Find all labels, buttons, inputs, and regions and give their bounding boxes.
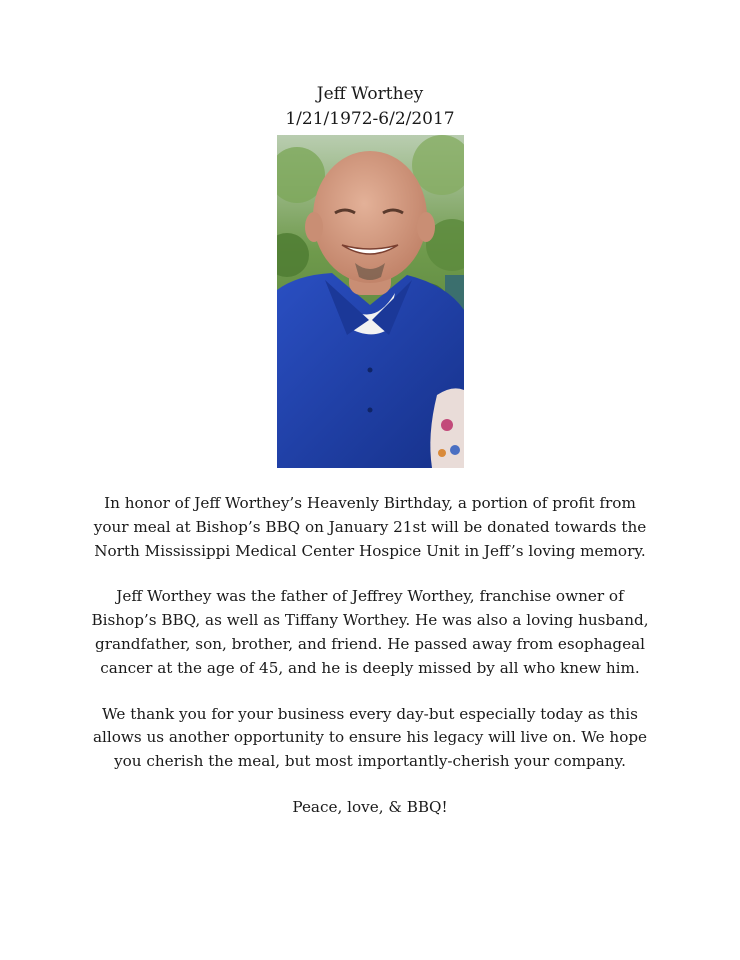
memorial-name: Jeff Worthey [316,84,424,104]
paragraph-line: cancer at the age of 45, and he is deeply missed by all who knew him. [100,658,640,677]
paragraph-line: In honor of Jeff Worthey’s Heavenly Birthday, a portion of profit from [104,494,636,512]
paragraph-line: grandfather, son, brother, and friend. He passed away from esophageal [94,634,646,653]
paragraph-line: your meal at Bishop’s BBQ on January 21st will be donated towards the [93,517,647,536]
paragraph-donation [60,492,680,563]
paragraph-biography [60,585,680,680]
paragraph-line: Jeff Worthey was the father of Jeffrey Worthey, franchise owner of [116,587,624,606]
paragraph-thanks [60,703,680,774]
paragraph-line: you cherish the meal, but most importantly-cherish your company. [114,752,626,771]
memorial-dates: 1/21/1972-6/2/2017 [285,109,455,129]
paragraph-line: We thank you for your business every day-but especially today as this [102,704,638,723]
paragraph-line: North Mississippi Medical Center Hospice Unit in Jeff’s loving memory. [94,541,646,560]
portrait-illustration [277,135,464,468]
memorial-body [60,492,680,842]
page-header [0,82,740,132]
portrait-photo [277,135,464,468]
signoff-text: Peace, love, & BBQ! [292,797,448,816]
signoff [60,796,680,820]
paragraph-line: allows us another opportunity to ensure his legacy will live on. We hope [92,728,648,747]
paragraph-line: Bishop’s BBQ, as well as Tiffany Worthey. He was also a loving husband, [91,611,649,630]
